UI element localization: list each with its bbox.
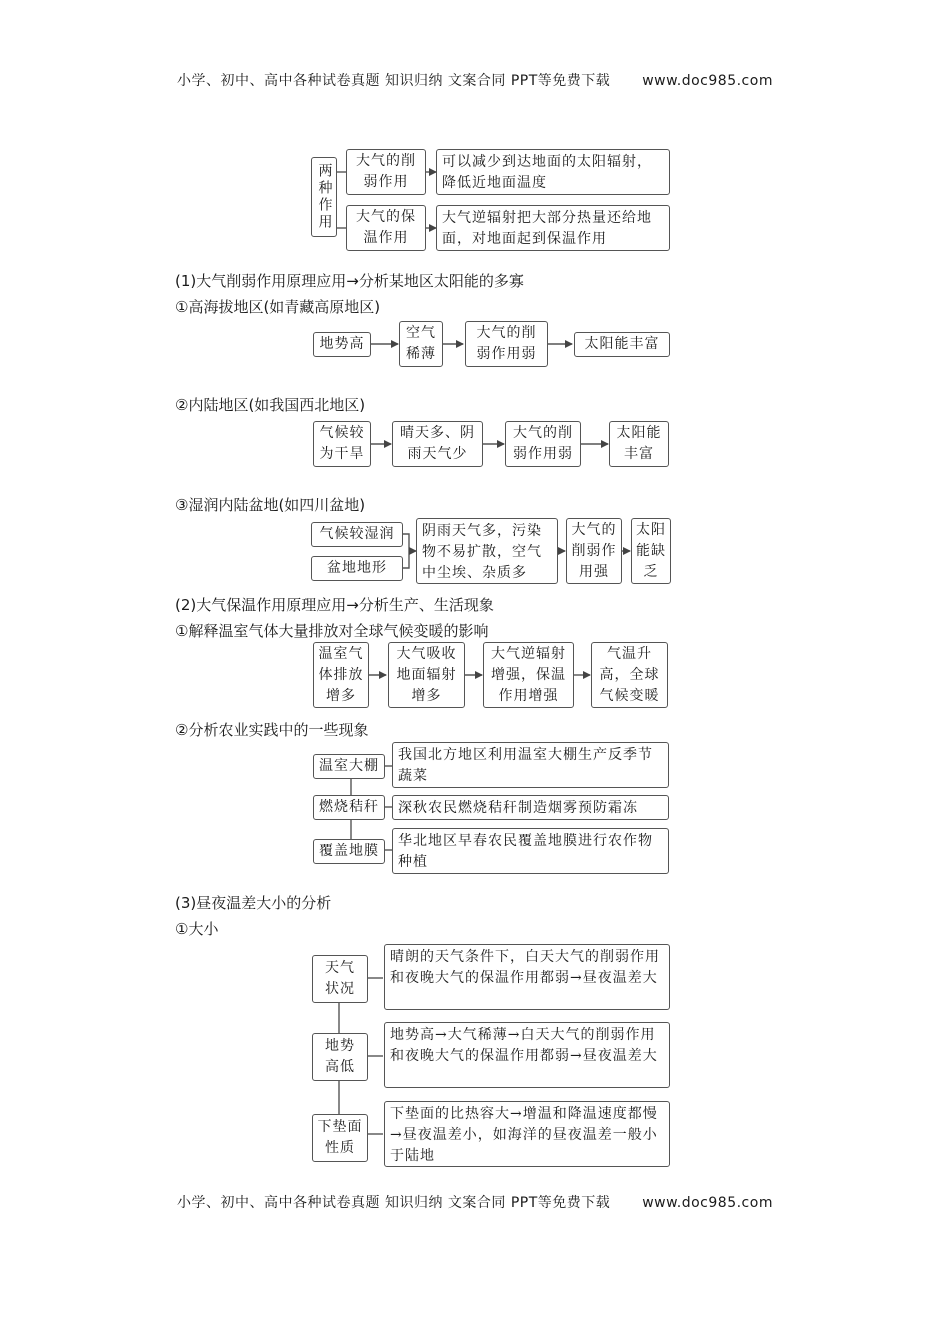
weakening-effect-desc: 可以减少到达地面的太阳辐射，降低近地面温度 xyxy=(436,149,670,195)
s3-q1-title: ①大小 xyxy=(175,920,219,938)
header-text: 小学、初中、高中各种试卷真题 知识归纳 文案合同 PPT等免费下载 xyxy=(177,73,611,89)
s1-q2-step-4: 太阳能丰富 xyxy=(609,421,669,467)
s1-q3-input-1: 气候较湿润 xyxy=(311,522,403,547)
s2-q2-label-3: 覆盖地膜 xyxy=(313,839,385,864)
footer-text: 小学、初中、高中各种试卷真题 知识归纳 文案合同 PPT等免费下载 xyxy=(177,1195,611,1211)
s3-label-1: 天气状况 xyxy=(312,955,368,1003)
section-2-title: (2)大气保温作用原理应用→分析生产、生活现象 xyxy=(175,596,494,614)
s3-desc-3: 下垫面的比热容大→增温和降温速度都慢→昼夜温差小，如海洋的昼夜温差一般小于陆地 xyxy=(384,1101,670,1167)
s3-label-3: 下垫面性质 xyxy=(312,1114,368,1162)
s2-q1-step-2: 大气吸收地面辐射增多 xyxy=(388,642,465,708)
s2-q1-step-4: 气温升高，全球气候变暖 xyxy=(591,642,668,708)
footer-site[interactable]: www.doc985.com xyxy=(642,1195,773,1211)
s1-q3-title: ③湿润内陆盆地(如四川盆地) xyxy=(175,496,366,514)
s3-label-2: 地势高低 xyxy=(312,1033,368,1081)
insulation-effect-desc: 大气逆辐射把大部分热量还给地面，对地面起到保温作用 xyxy=(436,205,670,251)
s3-desc-2: 地势高→大气稀薄→白天大气的削弱作用和夜晚大气的保温作用都弱→昼夜温差大 xyxy=(384,1022,670,1088)
s1-q2-step-3: 大气的削弱作用弱 xyxy=(505,421,581,467)
page-header xyxy=(0,70,950,90)
s1-q1-step-3: 大气的削弱作用弱 xyxy=(465,321,548,367)
section-1-title: (1)大气削弱作用原理应用→分析某地区太阳能的多寡 xyxy=(175,272,524,290)
s1-q1-step-1: 地势高 xyxy=(313,332,371,357)
s1-q1-title: ①高海拔地区(如青藏高原地区) xyxy=(175,298,381,316)
s2-q2-title: ②分析农业实践中的一些现象 xyxy=(175,721,369,739)
s3-desc-1: 晴朗的天气条件下，白天大气的削弱作用和夜晚大气的保温作用都弱→昼夜温差大 xyxy=(384,944,670,1010)
s2-q2-desc-3: 华北地区早春农民覆盖地膜进行农作物种植 xyxy=(392,828,669,874)
s1-q2-title: ②内陆地区(如我国西北地区) xyxy=(175,396,366,414)
s1-q1-step-2: 空气稀薄 xyxy=(399,321,443,367)
weakening-effect-label: 大气的削弱作用 xyxy=(346,149,426,195)
s2-q2-desc-2: 深秋农民燃烧秸秆制造烟雾预防霜冻 xyxy=(392,795,669,820)
s2-q2-label-1: 温室大棚 xyxy=(313,754,385,779)
s2-q2-desc-1: 我国北方地区利用温室大棚生产反季节蔬菜 xyxy=(392,742,669,788)
insulation-effect-label: 大气的保温作用 xyxy=(346,205,426,251)
s1-q3-step-1: 阴雨天气多，污染物不易扩散，空气中尘埃、杂质多 xyxy=(416,518,558,584)
s1-q3-step-2: 大气的削弱作用强 xyxy=(566,518,622,584)
page-footer xyxy=(0,1192,950,1212)
header-site[interactable]: www.doc985.com xyxy=(642,73,773,89)
section-3-title: (3)昼夜温差大小的分析 xyxy=(175,894,332,912)
s2-q1-step-3: 大气逆辐射增强，保温作用增强 xyxy=(483,642,574,708)
s1-q2-step-2: 晴天多、阴雨天气少 xyxy=(392,421,483,467)
s1-q1-step-4: 太阳能丰富 xyxy=(574,332,670,357)
s1-q2-step-1: 气候较为干旱 xyxy=(313,421,371,467)
s2-q1-step-1: 温室气体排放增多 xyxy=(313,642,369,708)
s2-q1-title: ①解释温室气体大量排放对全球气候变暖的影响 xyxy=(175,622,489,640)
s1-q3-step-3: 太阳能缺乏 xyxy=(631,518,671,584)
s1-q3-input-2: 盆地地形 xyxy=(311,556,403,581)
two-effects-root: 两种作用 xyxy=(311,157,337,237)
s2-q2-label-2: 燃烧秸秆 xyxy=(313,795,385,820)
